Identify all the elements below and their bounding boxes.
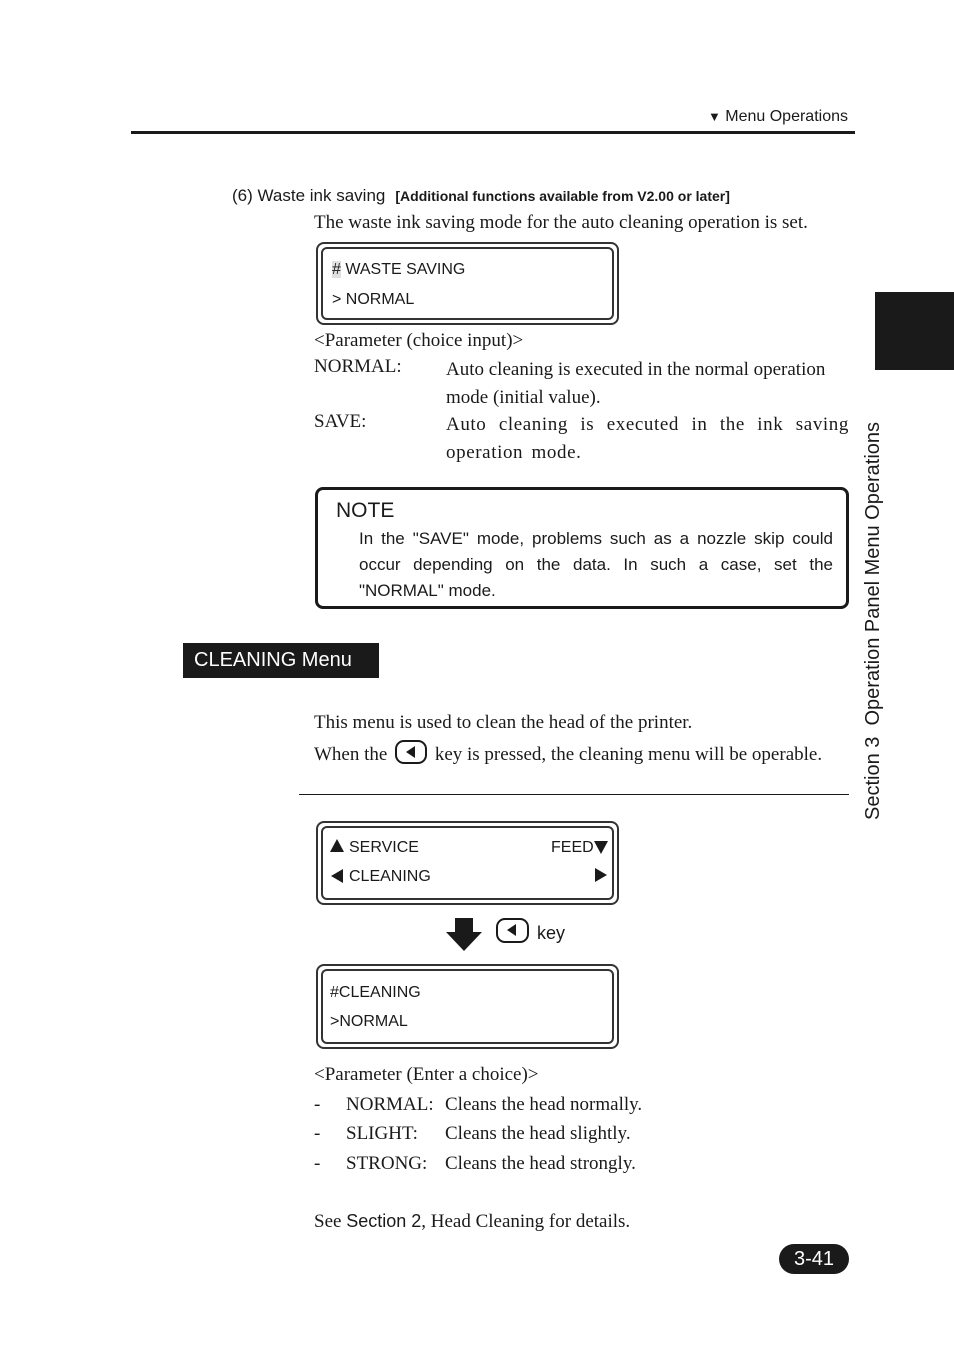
up-arrow-icon <box>330 839 344 852</box>
version-tag: [Additional functions available from V2.00 or later] <box>395 188 730 204</box>
param-save <box>314 411 849 467</box>
key-label: key <box>537 923 566 943</box>
cleaning-intro: This menu is used to clean the head of the printer. <box>314 712 693 733</box>
param-key: NORMAL: <box>314 356 402 377</box>
header-title: Menu Operations <box>725 108 848 125</box>
left-arrow-icon <box>331 869 343 883</box>
lcd-cleaning-line1: #CLEANING <box>330 984 421 1001</box>
param-key: SAVE: <box>314 411 367 432</box>
param-desc: Auto cleaning is executed in the normal operation mode (initial value). <box>446 359 826 408</box>
page-number: 3-41 <box>779 1244 849 1274</box>
waste-ink-heading <box>232 186 730 206</box>
lcd-waste-line2: > NORMAL <box>332 291 415 308</box>
note-body: In the "SAVE" mode, problems such as a nozzle skip could occur depending on the data. In such a case, set the "NORMAL" mode. <box>359 529 833 600</box>
lcd-feed-label: FEED <box>551 839 594 856</box>
header-marker-icon: ▼ <box>707 109 721 124</box>
lcd-waste-saving <box>316 242 619 325</box>
see-reference: See Section 2, Head Cleaning for details. <box>314 1211 631 1232</box>
lcd-cursor: # <box>332 261 341 278</box>
lcd-service-cleaning <box>316 821 619 905</box>
section-side-label: Section 3 Operation Panel Menu Operations <box>862 421 884 820</box>
key-press-hint <box>496 918 565 944</box>
running-header <box>708 108 848 126</box>
lcd-waste-line1: # WASTE SAVING <box>332 261 466 278</box>
lcd-cleaning-normal <box>316 964 619 1049</box>
lcd-service-label: SERVICE <box>349 839 419 856</box>
waste-param-heading: <Parameter (choice input)> <box>314 330 524 351</box>
flow-down-arrow-icon <box>446 918 482 952</box>
section-reference: Section 2 <box>346 1211 422 1231</box>
left-key-icon <box>395 740 427 764</box>
section-tab <box>875 292 954 370</box>
lcd-cleaning-line2: >NORMAL <box>330 1013 408 1030</box>
note-title: NOTE <box>336 499 395 522</box>
header-rule <box>131 131 855 134</box>
waste-ink-intro: The waste ink saving mode for the auto cleaning operation is set. <box>314 212 808 233</box>
param-normal <box>314 356 849 412</box>
cleaning-menu-badge: CLEANING Menu <box>183 643 379 678</box>
cleaning-intro-key: When the key is pressed, the cleaning menu will be operable. <box>314 740 822 766</box>
section-divider <box>299 794 849 795</box>
left-key-icon <box>496 918 529 943</box>
waste-ink-title: (6) Waste ink saving <box>232 186 386 205</box>
cleaning-param-heading: <Parameter (Enter a choice)> <box>314 1064 539 1085</box>
down-arrow-icon <box>594 841 608 854</box>
param-desc: Auto cleaning is executed in the ink saving operation mode. <box>446 414 849 463</box>
lcd-cleaning-label: CLEANING <box>349 868 431 885</box>
right-arrow-icon <box>595 868 607 882</box>
